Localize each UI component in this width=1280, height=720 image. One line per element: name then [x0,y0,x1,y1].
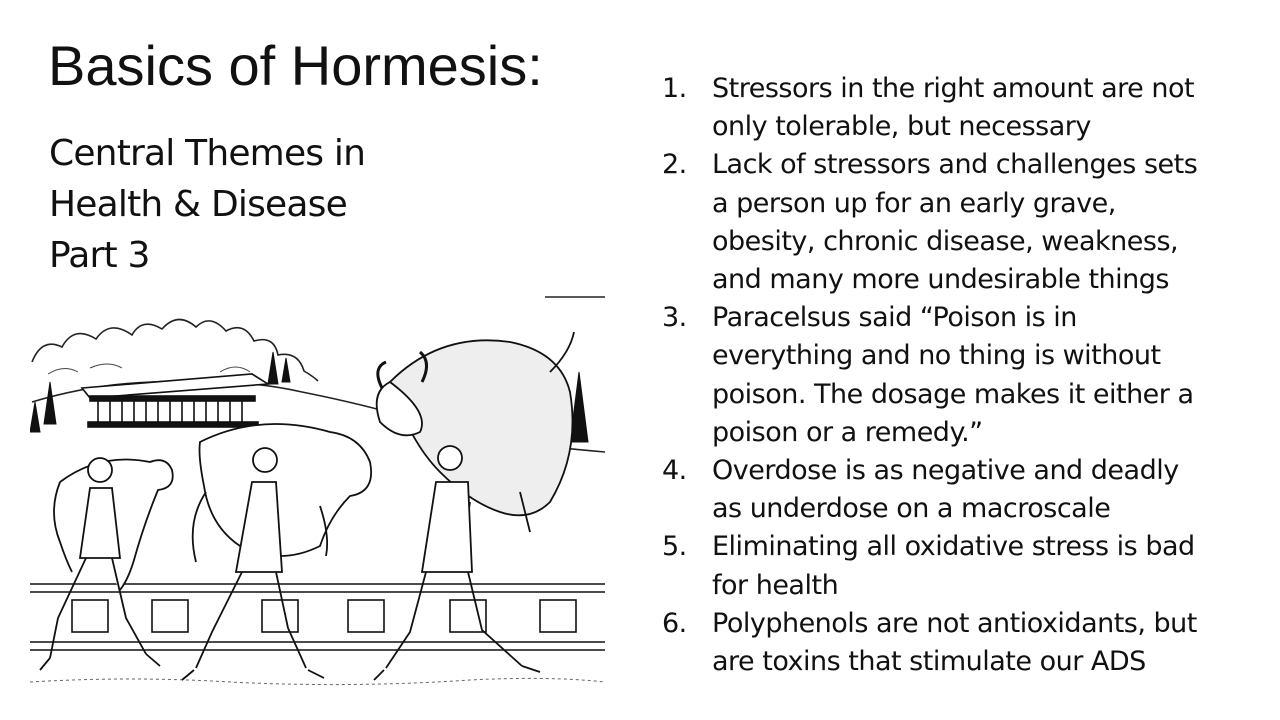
item-line: Paracelsus said “Poison is in [712,302,1077,334]
item-line: poison or a remedy.” [712,416,983,448]
hormesis-points-list [662,70,1272,681]
slide-title: Basics of Hormesis: [48,34,543,97]
item-text [712,605,1272,681]
item-line: only tolerable, but necessary [712,111,1091,143]
item-number: 1. [662,73,687,104]
item-number: 5. [662,531,687,563]
item-line: Eliminating all oxidative stress is bad [712,531,1195,563]
subtitle-line: Part 3 [49,235,150,276]
item-text [712,299,1272,452]
hormesis-illustration [30,292,605,696]
list-item [662,70,1272,146]
list-item [662,452,1272,528]
item-line: poison. The dosage makes it either a [712,378,1194,410]
list-item [662,528,1272,604]
item-number: 6. [662,607,687,639]
item-line: Overdose is as negative and deadly [712,455,1179,487]
list-item [662,146,1272,299]
item-line: for health [712,569,839,601]
item-text [712,528,1272,604]
item-line: Polyphenols are not antioxidants, but [712,607,1197,639]
item-line: obesity, chronic disease, weakness, [712,225,1179,257]
item-line: everything and no thing is without [712,340,1161,372]
item-number: 2. [662,149,687,181]
item-line: Stressors in the right amount are not [712,73,1195,104]
item-line: are toxins that stimulate our ADS [712,646,1146,678]
item-line: as underdose on a macroscale [712,493,1111,525]
item-text [712,70,1272,146]
item-number: 4. [662,455,687,487]
item-number: 3. [662,302,687,334]
subtitle-line: Health & Disease [49,184,347,225]
item-text [712,452,1272,528]
list-item [662,605,1272,681]
subtitle-line: Central Themes in [49,133,366,174]
item-line: a person up for an early grave, [712,187,1116,219]
item-line: and many more undesirable things [712,264,1169,296]
list-item [662,299,1272,452]
slide-subtitle [49,128,365,281]
item-line: Lack of stressors and challenges sets [712,149,1198,181]
item-text [712,146,1272,299]
